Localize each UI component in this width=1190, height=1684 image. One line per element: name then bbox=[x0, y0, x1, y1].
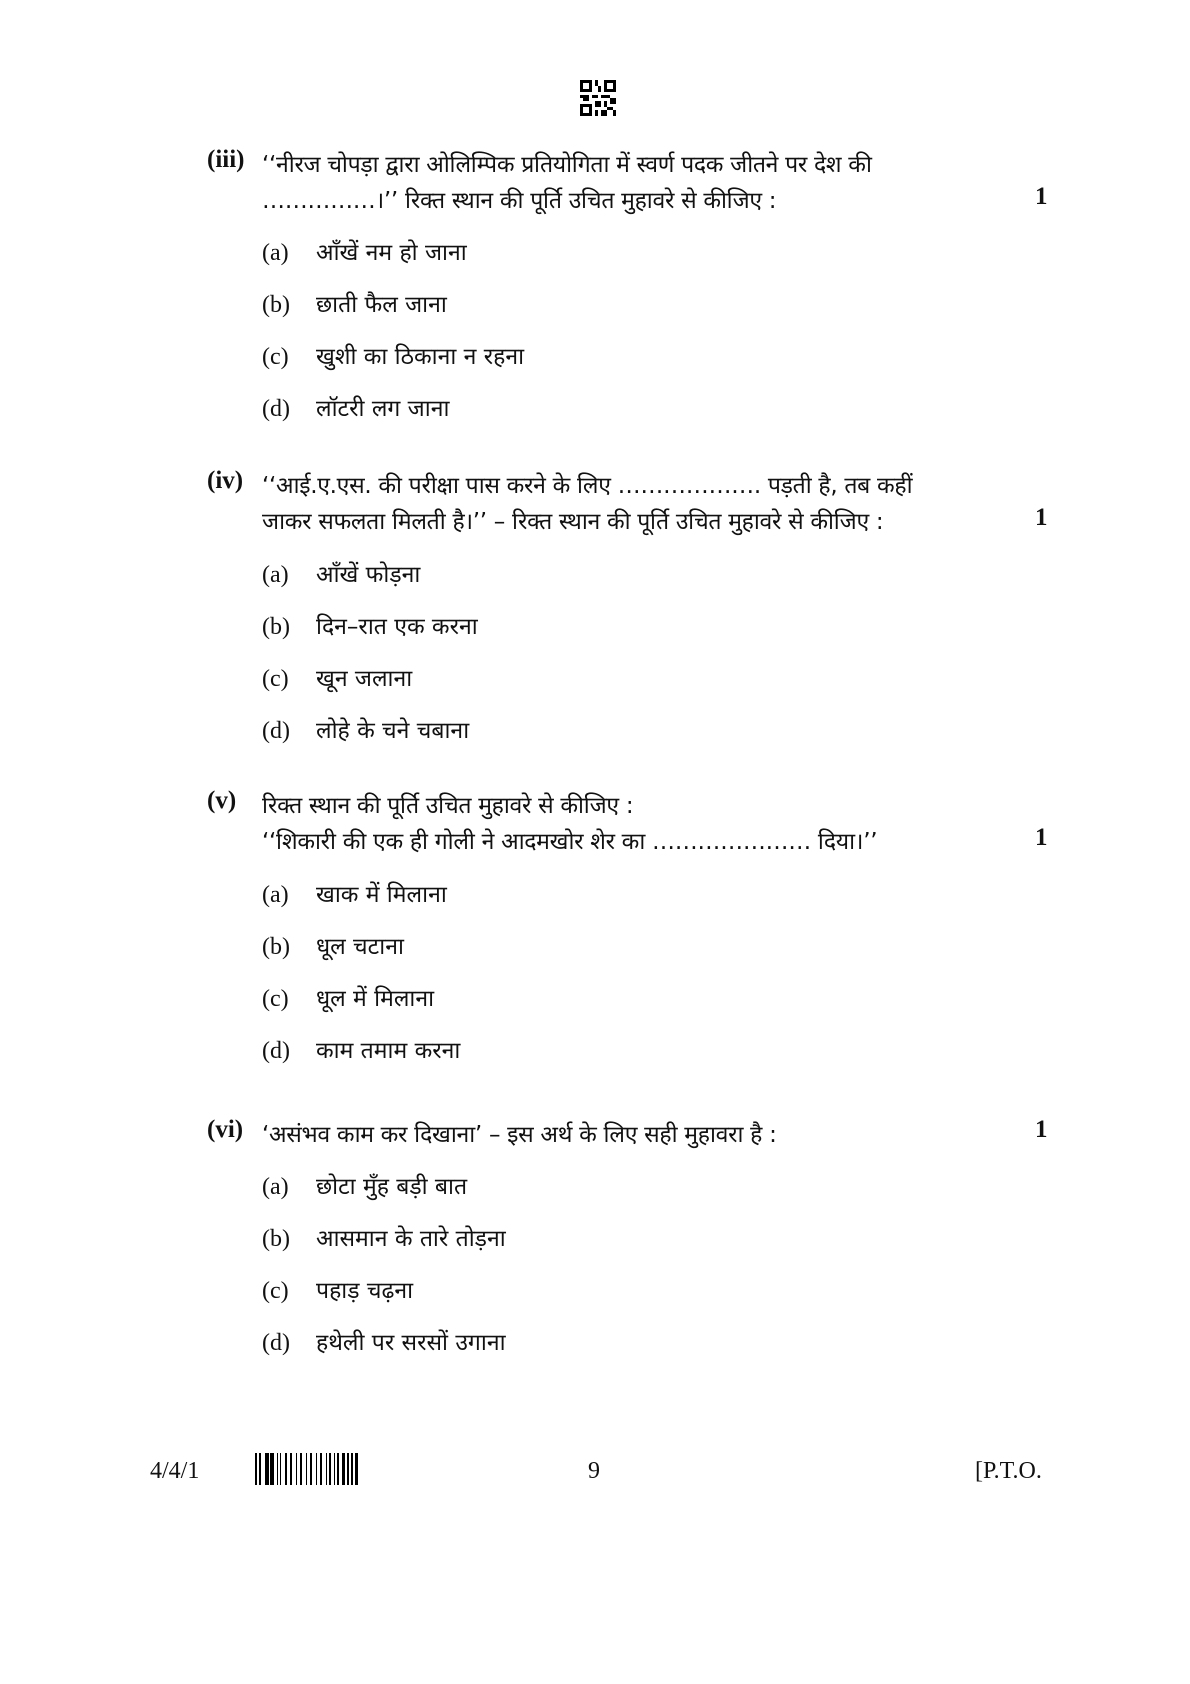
option-text: छोटा मुँह बड़ी बात bbox=[316, 1174, 468, 1200]
option-label: (c) bbox=[262, 1278, 289, 1304]
option-label: (c) bbox=[262, 344, 289, 370]
question-text-line-1: ‘‘आई.ए.एस. की परीक्षा पास करने के लिए ………………. पड़ती है, तब कहीं bbox=[262, 473, 913, 499]
option-text: काम तमाम करना bbox=[316, 1038, 461, 1064]
page-number: 9 bbox=[588, 1458, 600, 1484]
option-label: (c) bbox=[262, 986, 289, 1012]
question-label: (iv) bbox=[207, 467, 244, 494]
option-c bbox=[262, 981, 434, 1013]
option-text: खून जलाना bbox=[316, 666, 413, 692]
qr-code-icon bbox=[580, 80, 616, 116]
option-d bbox=[262, 713, 469, 745]
option-text: लोहे के चने चबाना bbox=[316, 718, 470, 744]
question-text-line-2: ……………।’’ रिक्त स्थान की पूर्ति उचित मुहावरे से कीजिए : bbox=[262, 188, 777, 214]
option-label: (b) bbox=[262, 1226, 290, 1252]
option-b bbox=[262, 929, 404, 961]
option-label: (b) bbox=[262, 614, 290, 640]
option-text: धूल में मिलाना bbox=[316, 986, 435, 1012]
option-label: (b) bbox=[262, 292, 290, 318]
option-label: (a) bbox=[262, 882, 289, 908]
question-label: (v) bbox=[207, 787, 237, 814]
option-b bbox=[262, 1221, 506, 1253]
question-text-line-1: ‘‘नीरज चोपड़ा द्वारा ओलिम्पिक प्रतियोगिता में स्वर्ण पदक जीतने पर देश की bbox=[262, 152, 872, 178]
option-c bbox=[262, 339, 524, 371]
option-c bbox=[262, 1273, 413, 1305]
option-a bbox=[262, 1169, 467, 1201]
option-c bbox=[262, 661, 412, 693]
option-label: (b) bbox=[262, 934, 290, 960]
option-text: पहाड़ चढ़ना bbox=[316, 1278, 414, 1304]
option-a bbox=[262, 557, 420, 589]
option-b bbox=[262, 609, 478, 641]
question-text-line-2: जाकर सफलता मिलती है।’’ – रिक्त स्थान की पूर्ति उचित मुहावरे से कीजिए : bbox=[262, 509, 884, 535]
option-label: (a) bbox=[262, 1174, 289, 1200]
option-text: आसमान के तारे तोड़ना bbox=[316, 1226, 506, 1252]
option-a bbox=[262, 877, 447, 909]
option-text: छाती फैल जाना bbox=[316, 292, 447, 318]
option-b bbox=[262, 287, 447, 319]
option-d bbox=[262, 1033, 460, 1065]
option-label: (c) bbox=[262, 666, 289, 692]
option-label: (d) bbox=[262, 718, 290, 744]
option-label: (a) bbox=[262, 240, 289, 266]
option-text: हथेली पर सरसों उगाना bbox=[316, 1330, 506, 1356]
option-label: (d) bbox=[262, 1038, 290, 1064]
option-text: आँखें नम हो जाना bbox=[316, 240, 467, 266]
question-text-line-1: ‘असंभव काम कर दिखाना’ – इस अर्थ के लिए सही मुहावरा है : bbox=[262, 1122, 777, 1148]
option-label: (d) bbox=[262, 1330, 290, 1356]
option-label: (d) bbox=[262, 396, 290, 422]
marks: 1 bbox=[1035, 1116, 1048, 1143]
option-d bbox=[262, 391, 449, 423]
question-text-line-2: ‘‘शिकारी की एक ही गोली ने आदमखोर शेर का ………………… दिया।’’ bbox=[262, 829, 878, 855]
option-text: धूल चटाना bbox=[316, 934, 404, 960]
marks: 1 bbox=[1035, 824, 1048, 851]
pto-label: [P.T.O. bbox=[975, 1458, 1042, 1484]
question-label: (vi) bbox=[207, 1116, 244, 1143]
barcode-icon bbox=[255, 1453, 450, 1485]
marks: 1 bbox=[1035, 183, 1048, 210]
option-a bbox=[262, 235, 467, 267]
option-text: दिन–रात एक करना bbox=[316, 614, 478, 640]
marks: 1 bbox=[1035, 504, 1048, 531]
question-label: (iii) bbox=[207, 146, 245, 173]
option-d bbox=[262, 1325, 506, 1357]
paper-code: 4/4/1 bbox=[150, 1458, 200, 1484]
option-text: लॉटरी लग जाना bbox=[316, 396, 450, 422]
option-text: आँखें फोड़ना bbox=[316, 562, 421, 588]
question-text-line-1: रिक्त स्थान की पूर्ति उचित मुहावरे से कीजिए : bbox=[262, 793, 634, 819]
option-text: खुशी का ठिकाना न रहना bbox=[316, 344, 525, 370]
option-label: (a) bbox=[262, 562, 289, 588]
option-text: खाक में मिलाना bbox=[316, 882, 447, 908]
